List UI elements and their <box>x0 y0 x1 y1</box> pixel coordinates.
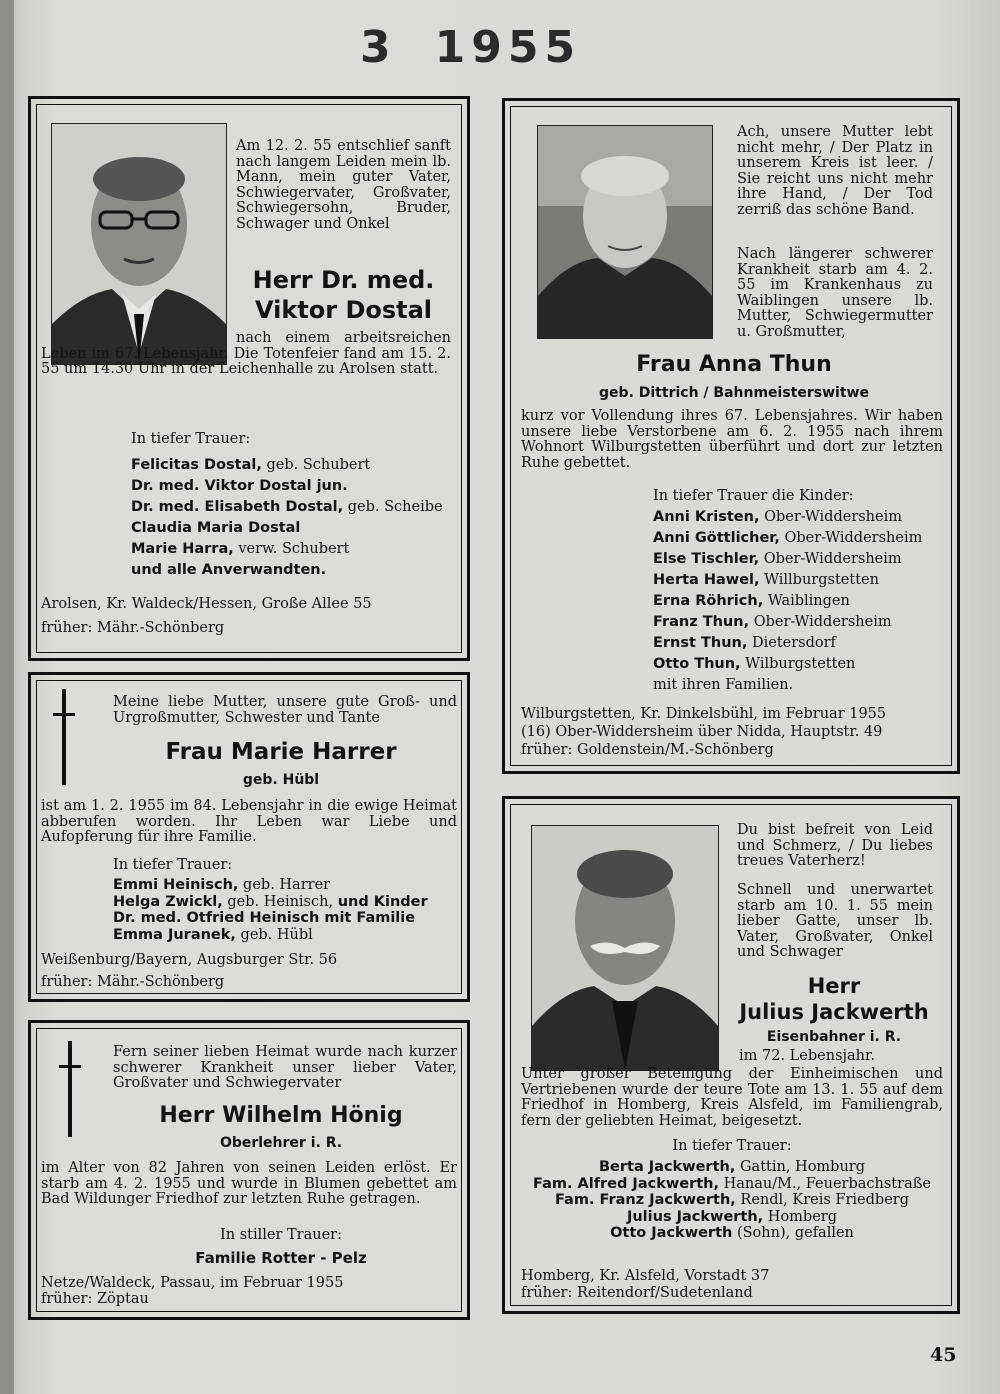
thun-intro: Nach längerer schwerer Krankheit starb am 4. 2. 55 im Krankenhaus zu Waiblingen unsere lb. Mutter, Schwiegermutter u. Großmutter, <box>737 246 933 340</box>
mourner: Ernst Thun, Dietersdorf <box>653 635 836 651</box>
mourner: Felicitas Dostal, geb. Schubert <box>131 457 371 473</box>
mourner-list <box>653 507 953 696</box>
trauer-heading: In stiller Trauer: <box>220 1227 342 1243</box>
portrait-photo <box>537 125 713 339</box>
deceased-name: Herr Wilhelm Hönig <box>159 1103 403 1128</box>
deceased-title: Oberlehrer i. R. <box>219 1135 343 1151</box>
formerly: früher: Reitendorf/Sudetenland <box>521 1285 753 1301</box>
maiden-name: geb. Hübl <box>242 772 320 788</box>
obituary-thun <box>502 98 960 774</box>
jackwerth-body: Unter großer Beteiligung der Einheimischen und Vertriebenen wurde der teure Tote am 13. 1. 55 auf dem Friedhof in Homberg, Kreis Alsfeld, im Familiengrab, fern der geliebten Heimat, beigesetzt. <box>521 1066 943 1129</box>
formerly: früher: Zöptau <box>41 1291 149 1307</box>
cross-icon <box>53 689 75 785</box>
mourner: Marie Harra, verw. Schubert <box>131 541 350 557</box>
mourner: Berta Jackwerth, Gattin, Homburg <box>598 1159 866 1175</box>
harrer-intro: Meine liebe Mutter, unsere gute Groß- und Urgroßmutter, Schwester und Tante <box>113 694 457 726</box>
formerly: früher: Goldenstein/M.-Schönberg <box>521 742 774 758</box>
trauer-heading: In tiefer Trauer: <box>131 431 251 447</box>
mourner: Emma Juranek, geb. Hübl <box>113 926 313 943</box>
mourner: Otto Thun, Wilburgstetten <box>653 656 856 672</box>
jackwerth-intro: Schnell und unerwartet starb am 10. 1. 55 mein lieber Gatte, unser lb. Vater, Großvater, Onkel und Schwager <box>737 882 933 961</box>
address: Homberg, Kr. Alsfeld, Vorstadt 37 <box>521 1268 770 1284</box>
address: Netze/Waldeck, Passau, im Februar 1955 <box>41 1275 344 1291</box>
mourning-family: Familie Rotter - Pelz <box>195 1249 367 1267</box>
mourner: Dr. med. Otfried Heinisch mit Familie <box>113 910 416 926</box>
mourner: Anni Göttlicher, Ober-Widdersheim <box>653 530 923 546</box>
hoenig-body: im Alter von 82 Jahren von seinen Leiden erlöst. Er starb am 4. 2. 1955 und wurde in Blumen gebettet am Bad Wildunger Friedhof zur letzten Ruhe getragen. <box>41 1160 457 1208</box>
obituary-hoenig <box>28 1020 470 1320</box>
address: Wilburgstetten, Kr. Dinkelsbühl, im Februar 1955 <box>521 706 887 722</box>
binding-gutter <box>0 0 14 1394</box>
dostal-intro: Am 12. 2. 55 entschlief sanft nach langem Leiden mein lb. Mann, mein guter Vater, Schwiegervater, Großvater, Schwiegersohn, Bruder, Schwager und Onkel <box>236 138 451 232</box>
deceased-name: Frau Anna Thun <box>636 352 832 377</box>
mourner-list <box>113 877 463 943</box>
hoenig-intro: Fern seiner lieben Heimat wurde nach kurzer schwerer Krankheit unser lieber Vater, Großvater und Schwiegervater <box>113 1044 457 1092</box>
year: 1955 <box>434 22 582 73</box>
jackwerth-age: im 72. Lebensjahr. <box>739 1048 875 1064</box>
mourner: und alle Anverwandten. <box>131 562 327 578</box>
address: (16) Ober-Widdersheim über Nidda, Hauptstr. 49 <box>521 724 883 740</box>
portrait-photo <box>51 123 227 365</box>
page-number: 45 <box>930 1344 957 1366</box>
page-header <box>360 22 581 73</box>
mourner: Fam. Alfred Jackwerth, Hanau/M., Feuerbachstraße <box>533 1175 931 1192</box>
dostal-after-name: nach einem arbeitsreichen Leben im 67. Lebensjahr. Die Totenfeier fand am 15. 2. 55 um 14.30 Uhr in der Leichenhalle zu Arolsen statt. <box>41 330 451 378</box>
obituary-dostal <box>28 96 470 661</box>
mourner: Franz Thun, Ober-Widdersheim <box>653 614 892 630</box>
portrait-photo <box>531 825 719 1071</box>
thun-poem: Ach, unsere Mutter lebt nicht mehr, / Der Platz in unserem Kreis ist leer. / Sie reicht uns nicht mehr ihre Hand, / Der Tod zerriß das schöne Band. <box>737 124 933 218</box>
mourner-list <box>521 1159 943 1242</box>
mourner: Fam. Franz Jackwerth, Rendl, Kreis Friedberg <box>555 1192 909 1208</box>
trauer-heading: In tiefer Trauer: <box>672 1138 792 1154</box>
mourner: Otto Jackwerth (Sohn), gefallen <box>610 1225 854 1241</box>
mourner: Julius Jackwerth, Homberg <box>626 1208 838 1225</box>
issue-number: 3 <box>360 22 397 73</box>
formerly: früher: Mähr.-Schönberg <box>41 974 225 990</box>
address: Arolsen, Kr. Waldeck/Hessen, Große Allee 55 <box>41 596 372 612</box>
harrer-body: ist am 1. 2. 1955 im 84. Lebensjahr in die ewige Heimat abberufen worden. Ihr Leben war Liebe und Aufopferung für ihre Familie. <box>41 798 457 846</box>
deceased-name: Herr Dr. med. Viktor Dostal <box>252 266 435 324</box>
formerly: früher: Mähr.-Schönberg <box>41 620 225 636</box>
mourner: Dr. med. Viktor Dostal jun. <box>131 478 348 494</box>
mourner: Claudia Maria Dostal <box>131 520 301 536</box>
cross-icon <box>59 1041 81 1137</box>
jackwerth-poem: Du bist befreit von Leid und Schmerz, / Du liebes treues Vaterherz! <box>737 822 933 870</box>
obituary-harrer <box>28 672 470 1002</box>
mourner-list <box>131 455 461 581</box>
mourner: Erna Röhrich, Waiblingen <box>653 593 850 609</box>
deceased-title: Eisenbahner i. R. <box>766 1029 902 1045</box>
mourner: Emmi Heinisch, geb. Harrer <box>113 877 331 893</box>
maiden-name: geb. Dittrich / Bahnmeisterswitwe <box>599 385 869 401</box>
mourner: Herta Hawel, Willburgstetten <box>653 572 879 588</box>
mourner: Anni Kristen, Ober-Widdersheim <box>653 509 902 525</box>
thun-body: kurz vor Vollendung ihres 67. Lebensjahres. Wir haben unsere liebe Verstorbene am 6. 2. 1955 nach ihrem Wohnort Wilburgstetten überführt und dort zur letzten Ruhe gebettet. <box>521 408 943 471</box>
mourner: Helga Zwickl, geb. Heinisch, und Kinder <box>113 893 428 910</box>
address: Weißenburg/Bayern, Augsburger Str. 56 <box>41 952 338 968</box>
mourner: Else Tischler, Ober-Widdersheim <box>653 551 902 567</box>
deceased-name: Frau Marie Harrer <box>165 739 397 765</box>
mourner: Dr. med. Elisabeth Dostal, geb. Scheibe <box>131 499 443 515</box>
trauer-heading: In tiefer Trauer: <box>113 857 233 873</box>
obituary-jackwerth <box>502 796 960 1314</box>
mourner: mit ihren Familien. <box>653 677 794 693</box>
deceased-name: Herr Julius Jackwerth <box>739 974 929 1024</box>
trauer-heading: In tiefer Trauer die Kinder: <box>653 488 854 504</box>
